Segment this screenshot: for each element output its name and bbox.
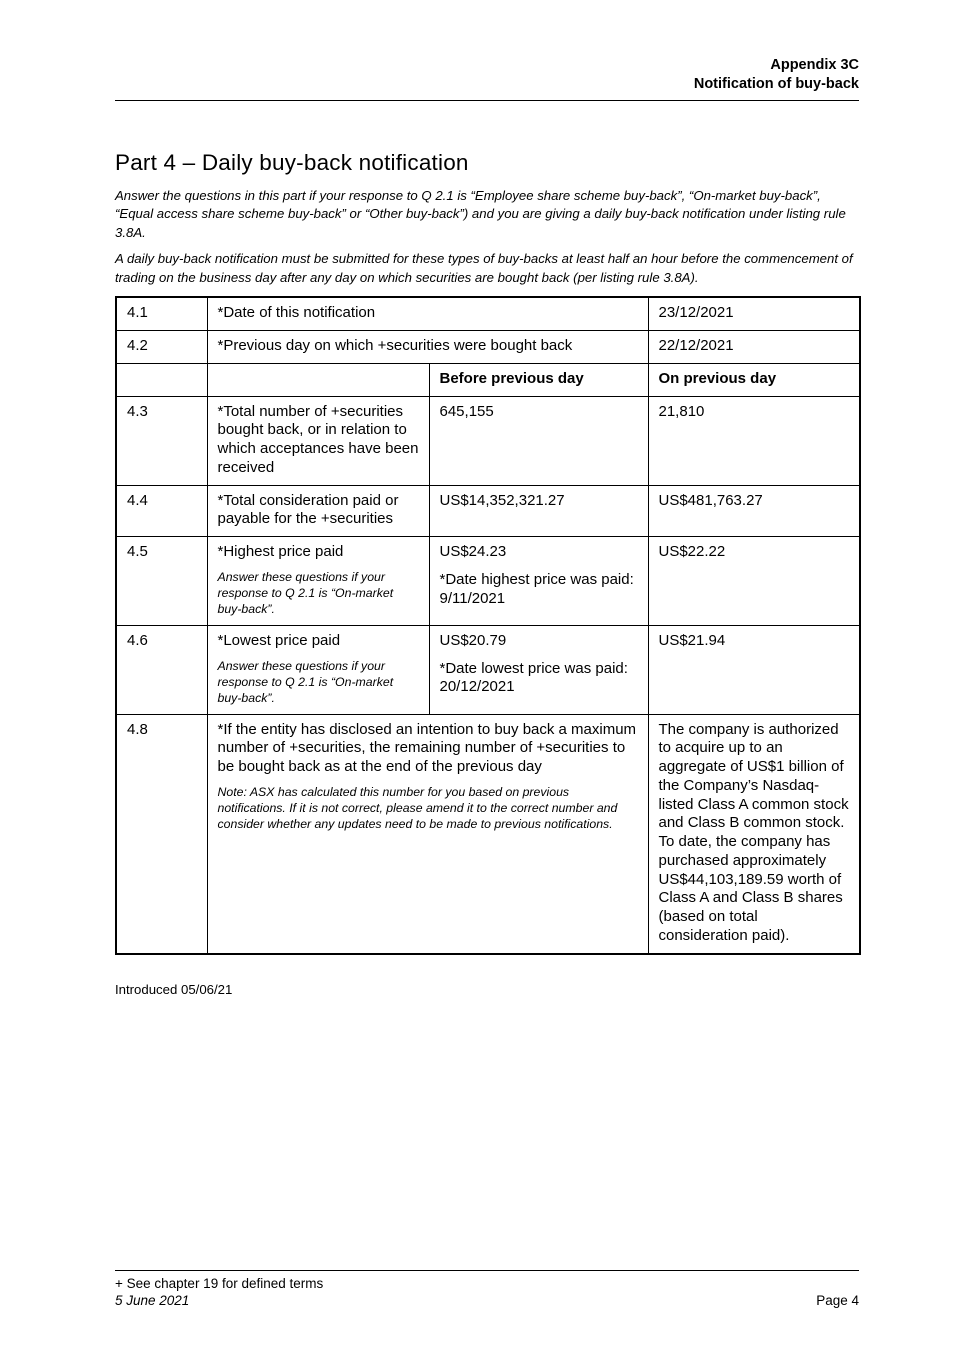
table-row-4-2 (116, 331, 860, 364)
header-empty-cell-2 (207, 363, 429, 396)
header-divider (115, 100, 859, 101)
table-column-header-row (116, 363, 860, 396)
buy-back-table (115, 296, 861, 954)
row-4-5-label-cell (207, 537, 429, 626)
row-4-8-number: 4.8 (116, 714, 207, 954)
intro-paragraph-2: A daily buy-back notification must be submitted for these types of buy-backs at least half an hour before the commencement of trading on the business day after any day on which securities are bought back (per listing rule 3.8A). (115, 250, 853, 285)
appendix-label: Appendix 3C (770, 57, 859, 73)
row-4-6-before-cell (429, 625, 648, 714)
footer-bottom-line (115, 1293, 859, 1308)
row-4-8-label: *If the entity has disclosed an intention to buy back a maximum number of +securities, the remaining number of +securities to be bought back as at the end of the previous day (217, 720, 637, 776)
table-row-4-3 (116, 396, 860, 485)
row-4-2-value: 22/12/2021 (648, 331, 860, 364)
row-4-2-label: *Previous day on which +securities were bought back (207, 331, 648, 364)
row-4-5-before-date: *Date highest price was paid: 9/11/2021 (439, 570, 634, 607)
page-content (115, 0, 859, 997)
row-4-8-label-cell (207, 714, 648, 954)
introduced-note: Introduced 05/06/21 (115, 981, 233, 997)
row-4-5-number: 4.5 (116, 537, 207, 626)
row-4-4-number: 4.4 (116, 485, 207, 537)
intro-paragraph-1: Answer the questions in this part if your response to Q 2.1 is “Employee share scheme buy-back”, “On-market buy-back”, “Equal access share scheme buy-back” or “Other buy-back”) and you are giving a daily buy-back notification under listing rule 3.8A. (115, 187, 846, 241)
row-4-4-label: *Total consideration paid or payable for the +securities (207, 485, 429, 537)
row-4-6-before-date: *Date lowest price was paid: 20/12/2021 (439, 659, 628, 696)
page-footer (115, 1270, 859, 1308)
row-4-6-label-cell (207, 625, 429, 714)
row-4-8-value: The company is authorized to acquire up to an aggregate of US$1 billion of the Company’s Nasdaq-listed Class A common stock and Class B common stock. To date, the company has purchased approximately US$44,103,189.59 worth of Class A and Class B shares (based on total consideration paid). (648, 714, 860, 954)
row-4-3-before-value: 645,155 (429, 396, 648, 485)
table-row-4-8 (116, 714, 860, 954)
row-4-4-before-value: US$14,352,321.27 (429, 485, 648, 537)
table-row-4-6 (116, 625, 860, 714)
table-row-4-5 (116, 537, 860, 626)
row-4-6-note: Answer these questions if your response to Q 2.1 is “On-market buy-back”. (217, 658, 394, 705)
row-4-8-note: Note: ASX has calculated this number for you based on previous notifications. If it is not correct, please amend it to the correct number and consider whether any updates need to be made to previous notifications. (217, 784, 618, 831)
row-4-6-number: 4.6 (116, 625, 207, 714)
header-empty-cell-1 (116, 363, 207, 396)
column-header-on-previous-day: On previous day (648, 363, 860, 396)
footer-date: 5 June 2021 (115, 1293, 190, 1308)
row-4-6-on-value: US$21.94 (648, 625, 860, 714)
row-4-1-number: 4.1 (116, 297, 207, 330)
row-4-6-label: *Lowest price paid (217, 631, 341, 649)
table-row-4-1 (116, 297, 860, 330)
document-header (115, 0, 859, 94)
row-4-5-before-value: US$24.23 (439, 543, 507, 561)
row-4-2-number: 4.2 (116, 331, 207, 364)
row-4-5-on-value: US$22.22 (648, 537, 860, 626)
footer-divider (115, 1270, 859, 1271)
row-4-5-label: *Highest price paid (217, 543, 344, 561)
row-4-5-before-cell (429, 537, 648, 626)
page-title: Part 4 – Daily buy-back notification (115, 149, 469, 175)
document-subtitle: Notification of buy-back (693, 75, 859, 92)
row-4-1-label: *Date of this notification (207, 297, 648, 330)
row-4-6-before-value: US$20.79 (439, 631, 507, 649)
row-4-5-note: Answer these questions if your response to Q 2.1 is “On-market buy-back”. (217, 569, 394, 616)
row-4-3-number: 4.3 (116, 396, 207, 485)
intro-section (115, 187, 859, 288)
row-4-3-on-value: 21,810 (648, 396, 860, 485)
page-number: Page 4 (816, 1293, 859, 1308)
table-row-4-4 (116, 485, 860, 537)
defined-terms-note: + See chapter 19 for defined terms (115, 1276, 324, 1291)
column-header-before-previous-day: Before previous day (429, 363, 648, 396)
row-4-1-value: 23/12/2021 (648, 297, 860, 330)
row-4-3-label: *Total number of +securities bought back, or in relation to which acceptances have been received (207, 396, 429, 485)
row-4-4-on-value: US$481,763.27 (648, 485, 860, 537)
